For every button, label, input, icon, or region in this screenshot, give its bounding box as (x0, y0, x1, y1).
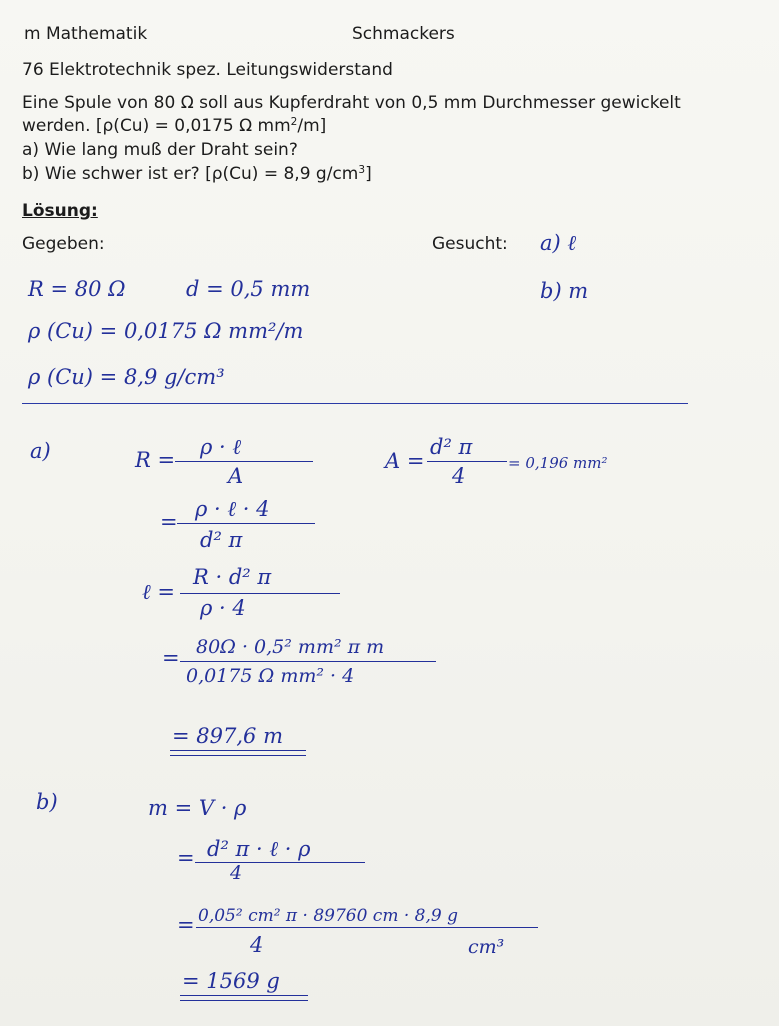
b-eq2-denominator: 4 (230, 862, 243, 884)
eq4-numerator: 80Ω · 0,5² mm² π m (196, 636, 385, 658)
given-resistivity: ρ (Cu) = 0,0175 Ω mm²/m (28, 319, 304, 343)
b-eq2-sign: = (177, 846, 195, 870)
separator-line (22, 403, 688, 404)
part-a-result: = 897,6 m (172, 724, 283, 748)
formula-m: m = V · ρ (148, 796, 247, 820)
formula-R-numerator: ρ · ℓ (200, 435, 242, 459)
question-b: b) Wie schwer ist er? [ρ(Cu) = 8,9 $g/cm^3$] (22, 164, 372, 184)
solution-heading: Lösung: (22, 201, 98, 221)
given-diameter: d = 0,5 mm (186, 277, 311, 301)
formula-l-lhs: ℓ = (142, 580, 176, 604)
header-subject: m Mathematik (24, 24, 148, 44)
formula-A-bar (427, 461, 507, 462)
formula-A-lhs: A = (385, 449, 425, 473)
task-title: 76 Elektrotechnik spez. Leitungswiderstand (22, 60, 393, 80)
part-b-label: b) (36, 790, 58, 814)
sought-b: b) m (540, 279, 589, 303)
question-a: a) Wie lang muß der Draht sein? (22, 140, 298, 160)
header-author: Schmackers (352, 24, 455, 44)
eq2-denominator: d² π (200, 528, 243, 552)
formula-A-denominator: 4 (452, 464, 466, 488)
part-b-result-underline-2 (180, 1000, 308, 1001)
formula-A-numerator: d² π (430, 435, 473, 459)
given-density: ρ (Cu) = 8,9 g/cm³ (28, 365, 225, 389)
task-line-2: werden. [ρ(Cu) = 0,0175 Ω $mm^2/m$] (22, 116, 327, 136)
eq2-bar (177, 523, 315, 524)
part-a-result-underline-2 (170, 755, 306, 756)
part-b-result-underline-1 (180, 995, 308, 996)
eq2-numerator: ρ · ℓ · 4 (195, 497, 270, 521)
task-line-1: Eine Spule von 80 Ω soll aus Kupferdraht von 0,5 mm Durchmesser gewickelt (22, 93, 681, 113)
sought-label: Gesucht: (432, 234, 508, 254)
eq4-denominator: 0,0175 Ω mm² · 4 (186, 665, 355, 687)
formula-R-denominator: A (228, 464, 244, 488)
eq4-sign: = (162, 646, 180, 670)
formula-R-bar (175, 461, 313, 462)
formula-A-result: = 0,196 mm² (508, 454, 608, 472)
formula-l-numerator: R · d² π (193, 565, 272, 589)
given-resistance: R = 80 Ω (28, 277, 126, 301)
b-eq3-denominator-right: cm³ (468, 936, 505, 958)
b-eq3-sign: = (177, 913, 195, 937)
formula-l-bar (180, 593, 340, 594)
eq4-bar (180, 661, 436, 662)
b-eq3-denominator-left: 4 (250, 933, 264, 957)
given-label: Gegeben: (22, 234, 105, 254)
b-eq3-numerator: 0,05² cm² π · 89760 cm · 8,9 g (198, 906, 458, 926)
b-eq3-bar (196, 927, 538, 928)
part-a-result-underline-1 (170, 750, 306, 751)
b-eq2-bar (195, 862, 365, 863)
b-eq2-numerator: d² π · ℓ · ρ (207, 837, 311, 861)
part-b-result: = 1569 g (182, 969, 280, 993)
formula-R-lhs: R = (135, 448, 176, 472)
eq2-sign: = (160, 510, 178, 534)
sought-a: a) ℓ (540, 231, 577, 255)
part-a-label: a) (30, 439, 51, 463)
formula-l-denominator: ρ · 4 (200, 596, 246, 620)
